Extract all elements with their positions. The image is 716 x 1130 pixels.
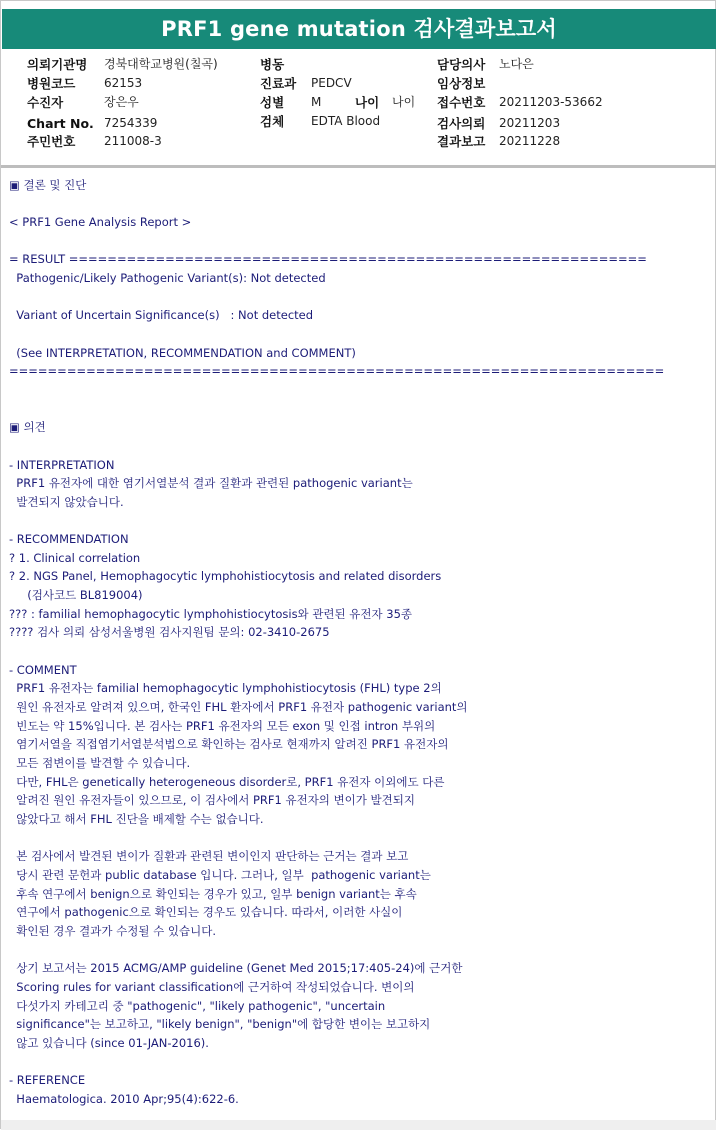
sex-label: 성별	[260, 95, 285, 110]
examinee-value: 장은우	[104, 95, 139, 109]
age-label: 나이	[355, 95, 380, 110]
ward-label: 병동	[260, 57, 285, 72]
resident-no-value: 211008-3	[104, 134, 162, 148]
comment-line-17: significance"는 보고하고, "likely benign", "benign"에 합당한 변이는 보고하지	[9, 1017, 431, 1031]
resident-no-label: 주민번호	[27, 134, 76, 149]
comment-line-4: 염기서열을 직접염기서열분석법으로 확인하는 검사로 현재까지 알려진 PRF1 유전자의	[9, 737, 449, 751]
recommendation-heading: - RECOMMENDATION	[9, 532, 129, 546]
reference-heading: - REFERENCE	[9, 1073, 86, 1087]
comment-line-10: 당시 관련 문헌과 public database 입니다. 그러나, 일부 pathogenic variant는	[9, 868, 431, 882]
report-subtitle: < PRF1 Gene Analysis Report >	[9, 215, 192, 229]
doctor-value: 노다은	[499, 57, 534, 71]
comment-heading: - COMMENT	[9, 663, 77, 677]
comment-line-6: 다만, FHL은 genetically heterogeneous disorder로, PRF1 유전자 이외에도 다른	[9, 775, 445, 789]
comment-line-3: 빈도는 약 15%입니다. 본 검사는 PRF1 유전자의 모든 exon 및 인접 intron 부위의	[9, 719, 436, 733]
test-request-value: 20211203	[499, 116, 561, 130]
comment-line-1: PRF1 유전자는 familial hemophagocytic lymphohistiocytosis (FHL) type 2의	[9, 681, 442, 695]
interpretation-line-1: PRF1 유전자에 대한 염기서열분석 결과 질환과 관련된 pathogenic variant는	[9, 476, 413, 490]
chart-no-label: Chart No.	[27, 116, 94, 131]
report-title: PRF1 gene mutation 검사결과보고서	[2, 9, 716, 49]
receipt-no-value: 20211203-53662	[499, 95, 603, 109]
result-header-line: = RESULT ============================================================	[9, 252, 647, 266]
comment-line-14: 상기 보고서는 2015 ACMG/AMP guideline (Genet Med 2015;17:405-24)에 근거한	[9, 961, 463, 975]
result-report-value: 20211228	[499, 134, 561, 148]
section-opinion-heading: ▣ 의견	[9, 420, 46, 434]
department-label: 진료과	[260, 76, 297, 91]
clinical-info-label: 임상정보	[437, 76, 486, 91]
doctor-label: 담당의사	[437, 57, 486, 72]
institution-value: 경북대학교병원(칠곡)	[104, 57, 218, 71]
specimen-value: EDTA Blood	[311, 114, 381, 128]
comment-line-7: 알려진 원인 유전자들이 있으므로, 이 검사에서 PRF1 유전자의 변이가 발견되지	[9, 793, 415, 807]
specimen-label: 검체	[260, 114, 285, 129]
test-request-label: 검사의뢰	[437, 116, 486, 131]
recommendation-line-1: ? 1. Clinical correlation	[9, 551, 141, 565]
recommendation-line-3: (검사코드 BL819004)	[9, 588, 143, 602]
comment-line-11: 후속 연구에서 benign으로 확인되는 경우가 있고, 일부 benign variant는 후속	[9, 887, 417, 901]
chart-no-value: 7254339	[104, 116, 158, 130]
recommendation-line-5: ???? 검사 의뢰 삼성서울병원 검사지원팀 문의: 02-3410-2675	[9, 625, 330, 639]
interpretation-heading: - INTERPRETATION	[9, 458, 115, 472]
receipt-no-label: 접수번호	[437, 95, 486, 110]
examinee-label: 수진자	[27, 95, 64, 110]
comment-line-13: 확인된 경우 결과가 수정될 수 있습니다.	[9, 924, 216, 938]
result-report-label: 결과보고	[437, 134, 486, 149]
result-see-note: (See INTERPRETATION, RECOMMENDATION and COMMENT)	[9, 346, 356, 360]
hospital-code-label: 병원코드	[27, 76, 76, 91]
section-conclusion-heading: ▣ 결론 및 진단	[9, 178, 87, 192]
comment-line-16: 다섯가지 카테고리 중 "pathogenic", "likely pathogenic", "uncertain	[9, 999, 386, 1013]
comment-line-12: 연구에서 pathogenic으로 확인되는 경우도 있습니다. 따라서, 이러한 사실이	[9, 905, 403, 919]
patient-info-panel	[1, 55, 716, 163]
hospital-code-value: 62153	[104, 76, 143, 90]
comment-line-15: Scoring rules for variant classification에 근거하여 작성되었습니다. 변이의	[9, 980, 415, 994]
comment-line-9: 본 검사에서 발견된 변이가 질환과 관련된 변이인지 판단하는 근거는 결과 보고	[9, 849, 409, 863]
institution-label: 의뢰기관명	[27, 57, 88, 72]
result-pathogenic: Pathogenic/Likely Pathogenic Variant(s): Not detected	[9, 271, 326, 285]
header-divider	[1, 165, 716, 168]
recommendation-line-2: ? 2. NGS Panel, Hemophagocytic lymphohistiocytosis and related disorders	[9, 569, 442, 583]
comment-line-18: 않고 있습니다 (since 01-JAN-2016).	[9, 1036, 209, 1050]
comment-line-5: 모든 점변이를 발견할 수 있습니다.	[9, 756, 191, 770]
comment-line-8: 않았다고 해서 FHL 진단을 배제할 수는 없습니다.	[9, 812, 264, 826]
reference-line-1: Haematologica. 2010 Apr;95(4):622-6.	[9, 1092, 239, 1106]
sex-value: M	[311, 95, 322, 109]
recommendation-line-4: ??? : familial hemophagocytic lymphohistiocytosis와 관련된 유전자 35종	[9, 607, 413, 621]
comment-line-2: 원인 유전자로 알려져 있으며, 한국인 FHL 환자에서 PRF1 유전자 pathogenic variant의	[9, 700, 468, 714]
result-vus: Variant of Uncertain Significance(s) : Not detected	[9, 308, 314, 322]
interpretation-line-2: 발견되지 않았습니다.	[9, 495, 124, 509]
department-value: PEDCV	[311, 76, 352, 90]
age-value: 나이	[392, 95, 416, 109]
result-footer-line: ====================================================================	[9, 364, 665, 378]
